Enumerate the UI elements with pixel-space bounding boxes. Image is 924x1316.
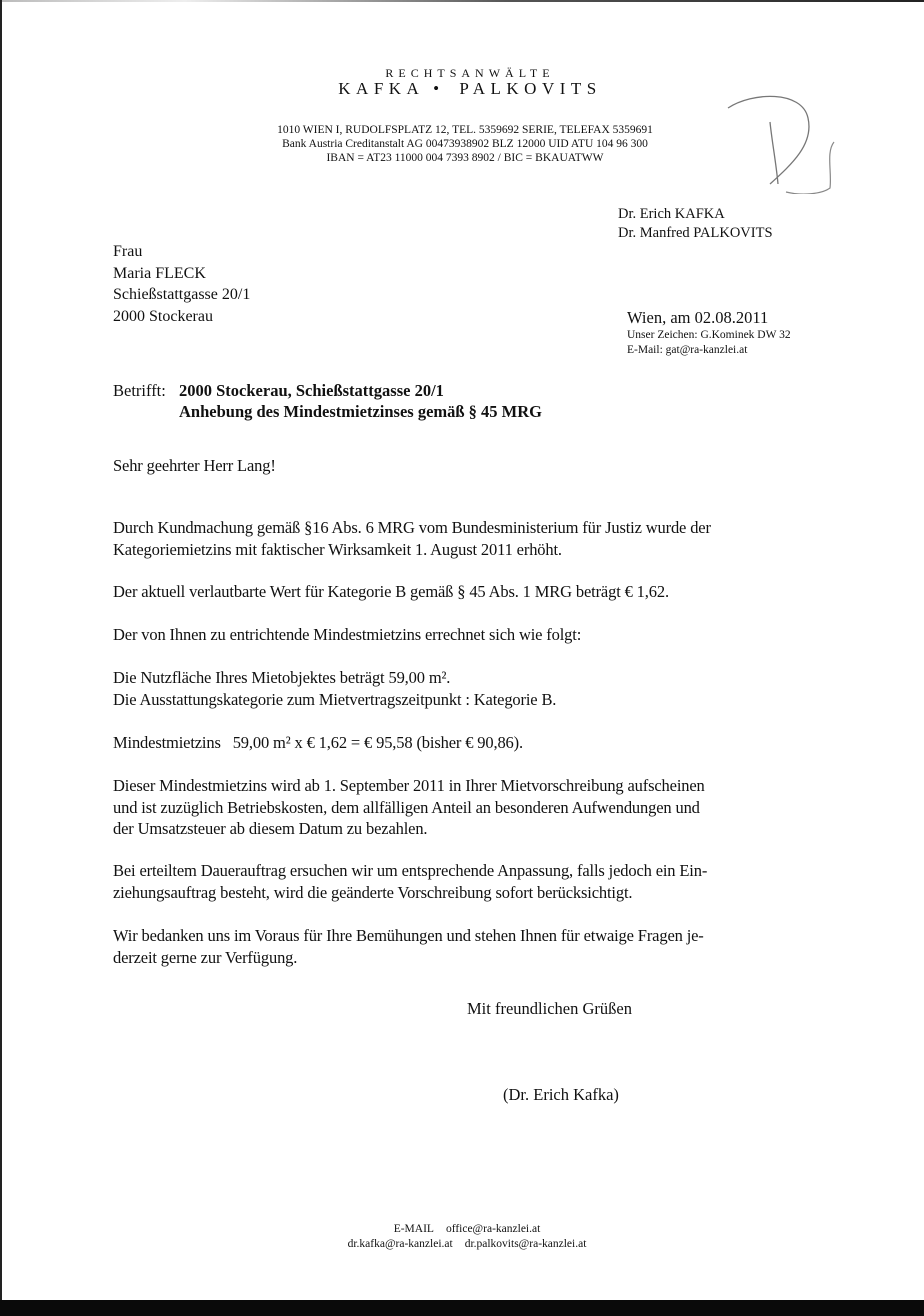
letter-date: Wien, am 02.08.2011	[627, 308, 769, 327]
text-line: Durch Kundmachung gemäß §16 Abs. 6 MRG vom Bundesministerium für Justiz wurde der	[113, 518, 711, 537]
calculation-formula: 59,00 m² x € 1,62 = € 95,58 (bisher € 90,86).	[232, 733, 523, 752]
reference-line: Unser Zeichen: G.Kominek DW 32	[627, 329, 791, 341]
scan-edge-bottom	[0, 1300, 924, 1316]
text-line: Die Nutzfläche Ihres Mietobjektes beträgt 59,00 m².	[113, 668, 451, 687]
paragraph-thanks	[113, 925, 704, 968]
subject-block	[113, 380, 542, 422]
text-line: ziehungsauftrag besteht, wird die geänderte Vorschreibung sofort berücksichtigt.	[113, 882, 633, 902]
text-line: Kategoriemietzins mit faktischer Wirksamkeit 1. August 2011 erhöht.	[113, 539, 562, 559]
footer-kafka-email: dr.kafka@ra-kanzlei.at	[347, 1237, 453, 1250]
text-line: Dieser Mindestmietzins wird ab 1. September 2011 in Ihrer Mietvorschreibung aufscheinen	[113, 776, 705, 795]
subject-label: Betrifft:	[113, 381, 166, 400]
text-line: und ist zuzüglich Betriebskosten, dem allfälligen Anteil an besonderen Aufwendungen und	[113, 797, 700, 817]
paragraph-category-value: Der aktuell verlautbarte Wert für Kategorie B gemäß § 45 Abs. 1 MRG beträgt € 1,62.	[113, 582, 669, 601]
firm-bank-line: Bank Austria Creditanstalt AG 00473938902 BLZ 12000 UID ATU 104 96 300	[282, 138, 648, 150]
text-line: Die Ausstattungskategorie zum Mietvertragszeitpunkt : Kategorie B.	[113, 689, 557, 709]
footer-email-label: E-MAIL	[393, 1223, 434, 1235]
text-line: Bei erteiltem Dauerauftrag ersuchen wir um entsprechende Anpassung, falls jedoch ein Ein-	[113, 861, 708, 880]
firm-kind: RECHTSANWÄLTE	[385, 66, 555, 80]
paragraph-effective-date	[113, 775, 705, 840]
recipient-name: Maria FLECK	[113, 264, 206, 282]
scan-edge-left	[0, 0, 2, 1316]
paragraph-announcement	[113, 517, 711, 560]
footer-contacts	[0, 1222, 924, 1251]
scan-edge-top	[0, 0, 924, 2]
recipient-street: Schießstattgasse 20/1	[113, 286, 251, 303]
firm-name-right: PALKOVITS	[459, 79, 602, 98]
footer-office-email: office@ra-kanzlei.at	[445, 1223, 541, 1235]
paragraph-calculation-intro: Der von Ihnen zu entrichtende Mindestmietzins errechnet sich wie folgt:	[113, 625, 582, 644]
signer-name: (Dr. Erich Kafka)	[503, 1085, 619, 1104]
calculation-label: Mindestmietzins	[113, 733, 221, 752]
greeting: Sehr geehrter Herr Lang!	[113, 456, 276, 475]
subject-line-1: 2000 Stockerau, Schießstattgasse 20/1	[179, 381, 444, 400]
partners-block	[618, 205, 773, 243]
subject-line-2: Anhebung des Mindestmietzinses gemäß § 45 MRG	[179, 402, 543, 421]
calculation-line	[113, 732, 523, 754]
paragraph-object-details	[113, 667, 556, 710]
firm-iban-line: IBAN = AT23 11000 004 7393 8902 / BIC = BKAUATWW	[326, 152, 604, 164]
recipient-salutation: Frau	[113, 243, 143, 260]
date-block	[627, 308, 791, 357]
firm-name-left: KAFKA	[338, 79, 424, 98]
partner-name: Dr. Manfred PALKOVITS	[618, 225, 773, 241]
firm-name-separator: •	[433, 79, 448, 98]
text-line: der Umsatzsteuer ab diesem Datum zu bezahlen.	[113, 819, 428, 838]
footer-palkovits-email: dr.palkovits@ra-kanzlei.at	[464, 1237, 587, 1250]
closing-phrase: Mit freundlichen Grüßen	[467, 999, 632, 1018]
paragraph-standing-order	[113, 860, 707, 903]
partner-name: Dr. Erich KAFKA	[618, 206, 725, 222]
firm-address-line: 1010 WIEN I, RUDOLFSPLATZ 12, TEL. 5359692 SERIE, TELEFAX 5359691	[277, 124, 653, 136]
signature-initial-icon	[722, 92, 842, 194]
text-line: derzeit gerne zur Verfügung.	[113, 947, 298, 967]
text-line: Wir bedanken uns im Voraus für Ihre Bemühungen und stehen Ihnen für etwaige Fragen je-	[113, 926, 704, 945]
recipient-address	[113, 241, 250, 327]
recipient-city: 2000 Stockerau	[113, 307, 213, 325]
contact-email: E-Mail: gat@ra-kanzlei.at	[627, 343, 748, 356]
